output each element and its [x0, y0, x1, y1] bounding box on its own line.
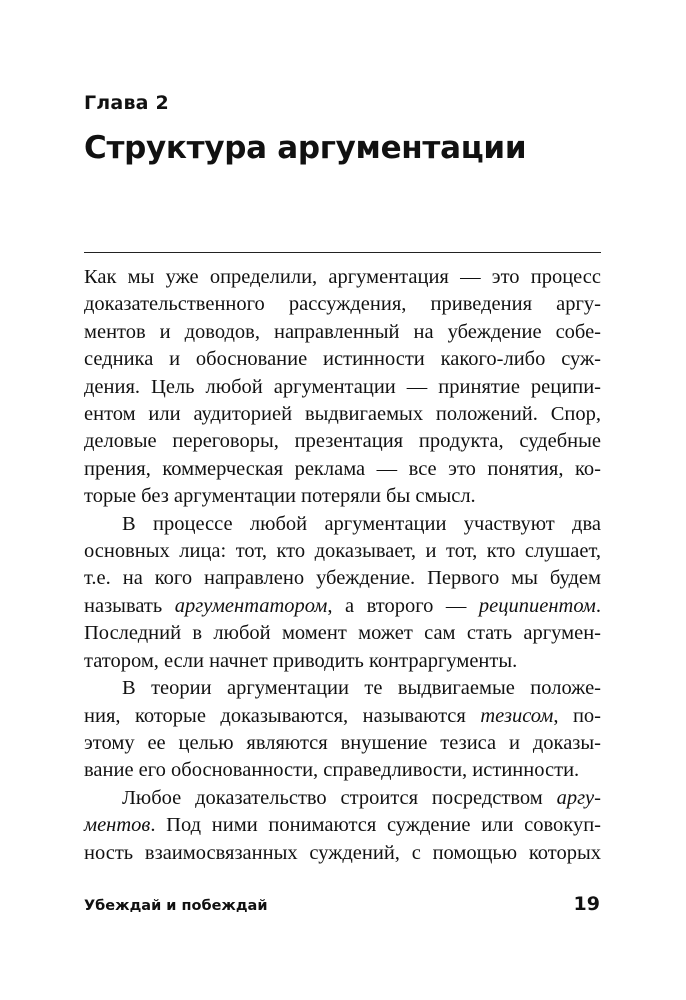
text-line: т.е. на кого направлено убеждение. Первого мы будем: [84, 567, 601, 590]
text-line: доказательственного рассуждения, приведения аргу-: [84, 293, 601, 316]
text-line: основных лица: тот, кто доказывает, и тот, кто слушает,: [84, 540, 601, 563]
text-line: этому ее целью являются внушение тезиса и доказы-: [84, 731, 601, 754]
text-line: ментов и доводов, направленный на убеждение собе-: [84, 320, 601, 343]
term-italic: аргу-: [556, 786, 601, 809]
text-line: деловые переговоры, презентация продукта, судебные: [84, 430, 601, 453]
text-line: [84, 703, 601, 730]
term-italic: аргументатором: [174, 594, 328, 617]
term-italic: ментов: [84, 814, 151, 837]
running-footer-title: Убеждай и побеждай: [84, 898, 268, 914]
text-line: [84, 812, 601, 839]
text-line: ность взаимосвязанных суждений, с помощью которых: [84, 841, 601, 864]
text-line: прения, коммерческая реклама — все это понятия, ко-: [84, 457, 601, 480]
text-line: В процессе любой аргументации участвуют два: [122, 512, 601, 535]
text-fragment: Любое доказательство строится посредством: [122, 786, 557, 809]
text-line: ентом или аудиторией выдвигаемых положений. Спор,: [84, 403, 601, 426]
chapter-title: Структура аргументации: [84, 130, 527, 166]
text-line: татором, если начнет приводить контраргументы.: [84, 649, 518, 672]
text-line: Последний в любой момент может сам стать аргумен-: [84, 622, 601, 645]
term-italic: реципиентом: [478, 594, 596, 617]
text-line: дения. Цель любой аргументации — принятие реципи-: [84, 375, 601, 398]
text-line: [84, 593, 601, 620]
text-line: торые без аргументации потеряли бы смысл.: [84, 485, 476, 508]
term-italic: тезисом: [480, 704, 554, 727]
text-line: седника и обоснование истинности какого-либо суж-: [84, 348, 601, 371]
text-line: вание его обоснованности, справедливости, истинности.: [84, 759, 580, 782]
page-number: 19: [573, 893, 600, 915]
text-line: [84, 785, 601, 812]
text-fragment: ния, которые доказываются, называются: [84, 704, 481, 727]
text-fragment: называть: [84, 594, 175, 617]
chapter-label: Глава 2: [84, 92, 169, 114]
text-fragment: . Под ними понимаются суждение или совокуп-: [150, 814, 601, 837]
horizontal-rule: [84, 252, 601, 253]
text-fragment: .: [595, 594, 601, 617]
body-text: [84, 264, 601, 867]
text-fragment: , а второго —: [327, 594, 479, 617]
text-fragment: , по-: [553, 704, 601, 727]
text-line: В теории аргументации те выдвигаемые положе-: [122, 677, 601, 700]
text-line: Как мы уже определили, аргументация — это процесс: [84, 266, 601, 288]
